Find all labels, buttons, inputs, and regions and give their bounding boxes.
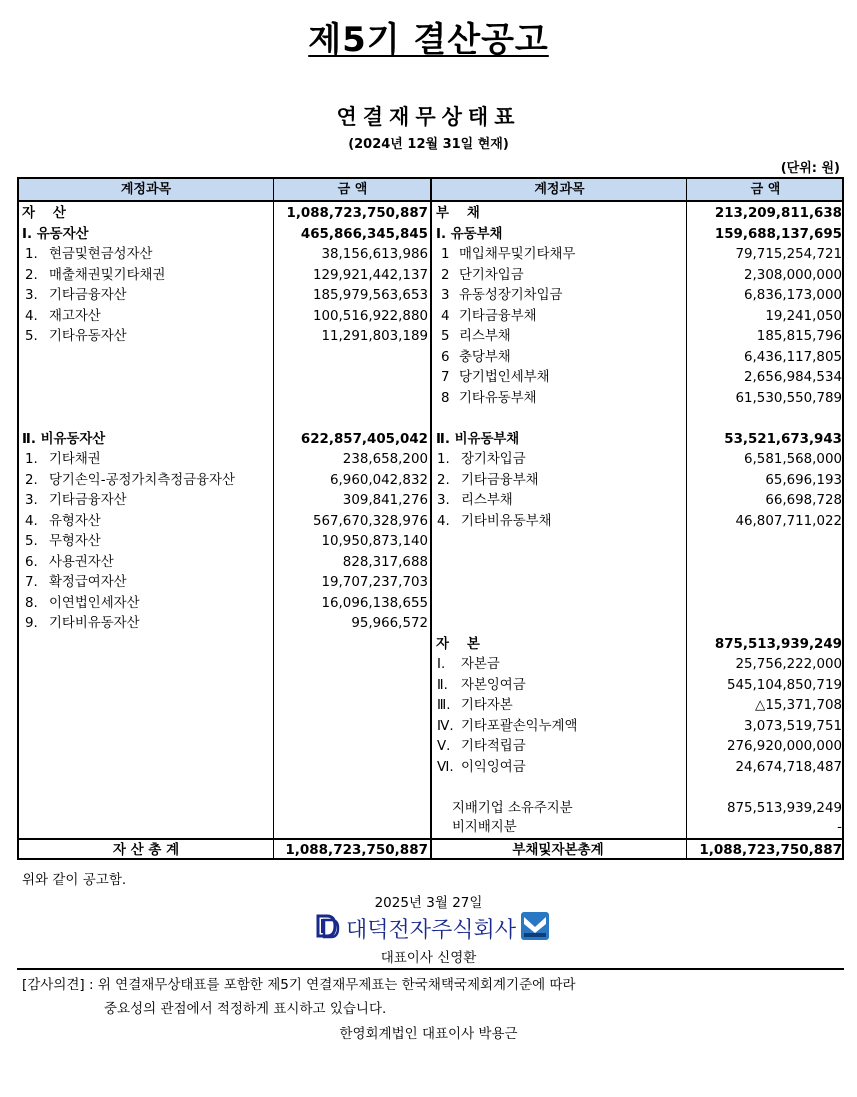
item-label: [441, 266, 524, 286]
item-label: [25, 266, 165, 286]
equity-heading-row: [436, 635, 842, 655]
item-number: 2.: [437, 472, 450, 488]
item-number: 4.: [437, 513, 450, 529]
item-name: 매출채권및기타채권: [49, 267, 166, 283]
item-label: [25, 471, 235, 491]
balance-sheet-table: [17, 177, 844, 860]
audit-opinion-line2: 중요성의 관점에서 적정하게 표시하고 있습니다.: [104, 1001, 387, 1017]
assets-total-label: 자 산 총 계: [112, 842, 180, 858]
assets-heading-label: 자산: [22, 206, 84, 221]
item-number: 3.: [25, 288, 38, 303]
list-item: [437, 491, 842, 511]
item-label: [25, 286, 127, 306]
liabilities-heading-row: [436, 204, 842, 224]
item-name: 기타비유동자산: [49, 616, 140, 631]
item-number: 5.: [25, 329, 38, 344]
item-amount: 238,658,200: [342, 452, 428, 467]
item-number: 1.: [25, 247, 38, 262]
item-amount: 61,530,550,789: [735, 390, 842, 406]
item-name: 이익잉여금: [461, 759, 526, 775]
item-number: 3.: [437, 493, 450, 508]
noncurrent-liabilities-amount: 53,521,673,943: [724, 431, 842, 447]
item-label: [437, 655, 500, 675]
item-number: 3: [441, 288, 450, 303]
item-number: 1: [441, 247, 450, 262]
noncurrent-liabilities-label: Ⅱ. 비유동부채: [436, 431, 520, 447]
liabilities-heading-amount: 213,209,811,638: [714, 206, 842, 221]
item-amount: 16,096,138,655: [321, 595, 428, 611]
item-name: 자본잉여금: [461, 677, 526, 693]
assets-heading-row: [22, 204, 428, 224]
item-label: [25, 245, 152, 265]
item-name: 확정급여자산: [49, 575, 127, 590]
item-label: [437, 471, 539, 491]
item-amount: 2,656,984,534: [744, 370, 842, 385]
item-name: 기타채권: [49, 452, 101, 467]
list-item: [25, 553, 428, 573]
item-number: Ⅴ.: [437, 739, 451, 754]
item-number: 7: [441, 370, 450, 385]
item-label: [441, 307, 537, 327]
current-assets-label: Ⅰ. 유동자산: [22, 226, 89, 242]
item-name: 유동성장기차입금: [459, 288, 563, 303]
list-item: [25, 573, 428, 593]
item-name: 기타포괄손익누계액: [461, 718, 578, 734]
list-item: [25, 491, 428, 511]
item-amount: △15,371,708: [755, 698, 842, 713]
liabilities-heading-label: 부채: [436, 206, 498, 221]
notice-date: 2025년 3월 27일: [374, 895, 483, 911]
item-number: 6.: [25, 554, 38, 570]
item-number: Ⅰ.: [437, 657, 446, 672]
assets-total-amount: 1,088,723,750,887: [285, 842, 428, 858]
item-label: [25, 532, 101, 552]
item-label: [25, 327, 127, 347]
item-number: 2: [441, 267, 450, 283]
item-amount: 567,670,328,976: [312, 513, 428, 529]
item-number: Ⅲ.: [437, 698, 451, 713]
list-item: [441, 327, 842, 347]
item-label: [437, 676, 526, 696]
item-label: [25, 614, 140, 634]
item-label: [437, 737, 526, 757]
item-amount: 65,696,193: [765, 472, 842, 488]
item-number: Ⅵ.: [437, 759, 454, 775]
item-name: 현금및현금성자산: [49, 247, 153, 262]
item-amount: 10,950,873,140: [321, 534, 428, 549]
item-name: 기타금융부채: [459, 308, 537, 324]
item-name: 기타유동부채: [459, 390, 537, 406]
item-amount: 6,836,173,000: [744, 288, 842, 303]
item-name: 당기손익-공정가치측정금융자산: [49, 472, 235, 488]
item-amount: 2,308,000,000: [744, 267, 842, 283]
list-item: [25, 532, 428, 552]
item-amount: 6,436,117,805: [744, 349, 842, 365]
noncontrolling-interest-row: [452, 818, 842, 838]
item-amount: 95,966,572: [351, 616, 428, 631]
header-amount-right: 금 액: [750, 182, 781, 197]
item-name: 무형자산: [49, 534, 101, 549]
auditor-name: 한영회계법인 대표이사 박용근: [339, 1026, 518, 1042]
header-amount-left: 금 액: [337, 182, 368, 197]
noncontrolling-interest-amount: -: [837, 819, 842, 835]
item-label: [441, 348, 511, 368]
item-number: 4.: [25, 513, 38, 529]
item-name: 유형자산: [49, 513, 101, 529]
divider: [17, 968, 844, 970]
item-label: [437, 696, 513, 716]
item-label: [25, 307, 101, 327]
company-signature: [316, 912, 550, 944]
item-label: [25, 491, 127, 511]
item-number: 1.: [437, 452, 450, 467]
item-name: 재고자산: [49, 308, 101, 324]
current-assets-amount: 465,866,345,845: [300, 226, 428, 242]
current-assets-row: [22, 225, 428, 245]
mark-logo-icon: [520, 911, 550, 945]
controlling-interest-amount: 875,513,939,249: [726, 800, 842, 816]
item-label: [25, 450, 101, 470]
list-item: [25, 266, 428, 286]
item-amount: 6,581,568,000: [744, 452, 842, 467]
item-number: Ⅳ.: [437, 718, 454, 734]
list-item: [25, 450, 428, 470]
item-number: 7.: [25, 575, 38, 590]
list-item: [437, 655, 842, 675]
item-name: 충당부채: [459, 349, 511, 365]
item-name: 단기차입금: [459, 267, 524, 283]
item-number: 8: [441, 390, 450, 406]
list-item: [441, 266, 842, 286]
item-label: [25, 573, 127, 593]
item-label: [441, 327, 511, 347]
item-name: 기타유동자산: [49, 329, 127, 344]
item-label: [441, 286, 562, 306]
item-amount: 129,921,442,137: [312, 267, 428, 283]
equity-heading-label: 자본: [436, 636, 498, 652]
item-number: 6: [441, 349, 450, 365]
item-label: [441, 368, 550, 388]
list-item: [25, 594, 428, 614]
item-amount: 6,960,042,832: [330, 472, 428, 488]
list-item: [437, 512, 842, 532]
item-name: 사용권자산: [49, 554, 114, 570]
item-amount: 185,815,796: [756, 329, 842, 344]
list-item: [441, 389, 842, 409]
list-item: [441, 245, 842, 265]
item-name: 기타금융자산: [49, 493, 127, 508]
equity-heading-amount: 875,513,939,249: [714, 636, 842, 652]
list-item: [441, 307, 842, 327]
item-label: [437, 450, 526, 470]
notice-text: 위와 같이 공고함.: [22, 872, 127, 888]
item-number: 2.: [25, 267, 38, 283]
page-title: 제5기 결산공고: [308, 20, 549, 60]
list-item: [437, 676, 842, 696]
item-label: [25, 512, 101, 532]
audit-opinion-line1: [감사의견] : 위 연결재무상태표를 포함한 제5기 연결재무제표는 한국채택국제회계기준에 따라: [22, 977, 576, 993]
list-item: [441, 368, 842, 388]
item-name: 리스부채: [461, 493, 513, 508]
item-label: [441, 389, 537, 409]
list-item: [437, 450, 842, 470]
item-amount: 25,756,222,000: [735, 657, 842, 672]
dd-logo-icon: [316, 913, 344, 943]
item-amount: 79,715,254,721: [735, 247, 842, 262]
item-amount: 276,920,000,000: [726, 739, 842, 754]
header-item-left: 계정과목: [120, 182, 172, 197]
item-amount: 24,674,718,487: [735, 759, 842, 775]
list-item: [25, 286, 428, 306]
list-item: [25, 614, 428, 634]
item-name: 기타금융자산: [49, 288, 127, 303]
item-amount: 66,698,728: [765, 493, 842, 508]
item-number: 5: [441, 329, 450, 344]
item-label: [25, 594, 140, 614]
item-label: [437, 512, 552, 532]
list-item: [25, 512, 428, 532]
list-item: [25, 307, 428, 327]
noncurrent-assets-row: [22, 430, 428, 450]
item-number: 9.: [25, 616, 38, 631]
column-divider-center: [430, 179, 432, 858]
item-label: [437, 491, 513, 511]
item-name: 당기법인세부채: [459, 370, 550, 385]
item-amount: 46,807,711,022: [735, 513, 842, 529]
item-label: [441, 245, 575, 265]
item-number: 8.: [25, 595, 38, 611]
item-amount: 545,104,850,719: [726, 677, 842, 693]
list-item: [441, 286, 842, 306]
item-number: 4: [441, 308, 450, 324]
liab-equity-total-label: 부채및자본총계: [512, 842, 604, 858]
controlling-interest-label: 지배기업 소유주지분: [452, 800, 573, 816]
item-name: 이연법인세자산: [49, 595, 140, 611]
item-amount: 3,073,519,751: [744, 718, 842, 734]
current-liabilities-amount: 159,688,137,695: [714, 226, 842, 242]
item-amount: 19,241,050: [765, 308, 842, 324]
item-label: [437, 717, 577, 737]
list-item: [437, 717, 842, 737]
header-item-right: 계정과목: [534, 182, 585, 197]
item-number: 3.: [25, 493, 38, 508]
item-amount: 19,707,237,703: [321, 575, 428, 590]
noncurrent-assets-label: Ⅱ. 비유동자산: [22, 431, 106, 447]
item-amount: 828,317,688: [342, 554, 428, 570]
item-amount: 11,291,803,189: [321, 329, 428, 344]
item-number: 5.: [25, 534, 38, 549]
list-item: [25, 327, 428, 347]
item-name: 자본금: [461, 657, 500, 672]
item-amount: 185,979,563,653: [312, 288, 428, 303]
current-liabilities-row: [436, 225, 842, 245]
item-name: 기타금융부채: [461, 472, 539, 488]
list-item: [441, 348, 842, 368]
ceo-name: 대표이사 신영환: [380, 950, 477, 966]
list-item: [437, 758, 842, 778]
current-liabilities-label: Ⅰ. 유동부채: [436, 226, 503, 242]
item-label: [437, 758, 526, 778]
noncontrolling-interest-label: 비지배지분: [452, 819, 517, 835]
item-amount: 100,516,922,880: [312, 308, 428, 324]
company-name: 대덕전자주식회사: [346, 917, 517, 943]
item-name: 기타자본: [461, 698, 513, 713]
unit-label: (단위: 원): [780, 161, 840, 176]
assets-heading-amount: 1,088,723,750,887: [286, 206, 428, 221]
statement-date: (2024년 12월 31일 현재): [348, 137, 509, 152]
list-item: [437, 737, 842, 757]
item-label: [25, 553, 114, 573]
noncurrent-liabilities-row: [436, 430, 842, 450]
item-name: 매입채무및기타채무: [459, 247, 576, 262]
list-item: [25, 245, 428, 265]
item-number: Ⅱ.: [437, 677, 448, 693]
item-amount: 309,841,276: [342, 493, 428, 508]
noncurrent-assets-amount: 622,857,405,042: [300, 431, 428, 447]
item-amount: 38,156,613,986: [321, 247, 428, 262]
list-item: [25, 471, 428, 491]
list-item: [437, 696, 842, 716]
liab-equity-total-amount: 1,088,723,750,887: [699, 842, 842, 858]
item-name: 장기차입금: [461, 452, 526, 467]
item-name: 기타적립금: [461, 739, 526, 754]
list-item: [437, 471, 842, 491]
item-number: 2.: [25, 472, 38, 488]
item-number: 4.: [25, 308, 38, 324]
statement-title: 연결재무상태표: [336, 105, 521, 129]
item-number: 1.: [25, 452, 38, 467]
item-name: 리스부채: [459, 329, 511, 344]
controlling-interest-row: [452, 799, 842, 819]
item-name: 기타비유동부채: [461, 513, 552, 529]
